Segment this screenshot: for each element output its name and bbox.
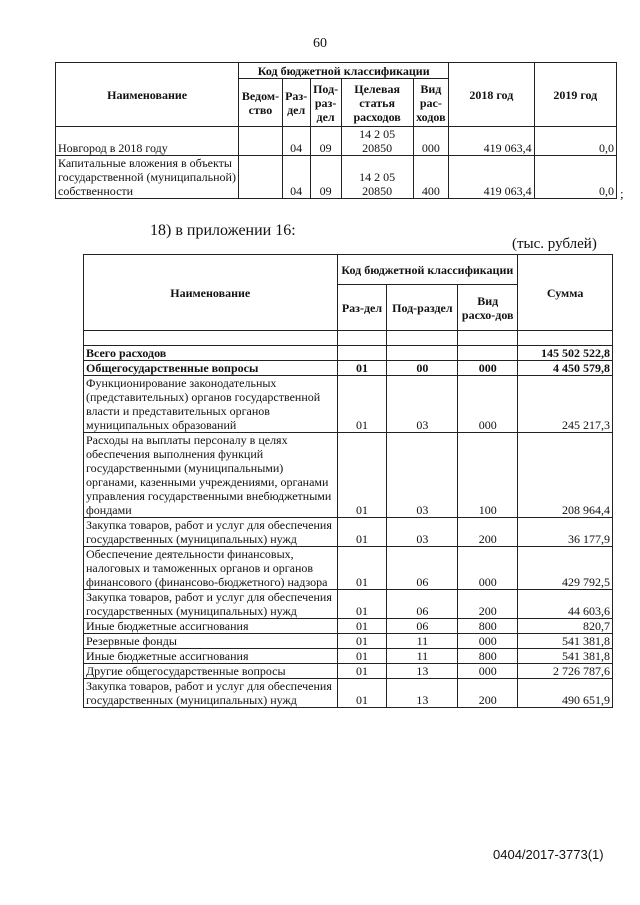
cell-sum: 36 177,9 — [518, 518, 613, 547]
cell-name: Функционирование законодательных (представительных) органов государственной власти и представительных органов муниципальных образований — [84, 376, 338, 433]
cell-section: 01 — [337, 619, 387, 634]
table-row — [84, 547, 613, 590]
cell-sum: 820,7 — [518, 619, 613, 634]
cell-exp-type: 200 — [458, 518, 518, 547]
cell-target: 14 2 05 20850 — [341, 156, 413, 199]
cell-exp-type: 100 — [458, 433, 518, 518]
header-name: Наименование — [84, 255, 338, 331]
header-subsection: Под-раздел — [387, 285, 458, 331]
cell-subsection: 03 — [387, 376, 458, 433]
cell-y2019: 0,0 — [534, 156, 616, 199]
header-sum: Сумма — [518, 255, 613, 331]
table-row — [84, 518, 613, 547]
appendix-16-table — [83, 254, 613, 708]
cell-sum: 541 381,8 — [518, 649, 613, 664]
cell-exp-type: 200 — [458, 590, 518, 619]
cell-section: 01 — [337, 518, 387, 547]
cell-section: 01 — [337, 679, 387, 708]
cell-y2019: 0,0 — [534, 127, 616, 156]
table-row — [84, 346, 613, 361]
cell-exp-type: 000 — [458, 376, 518, 433]
cell-name: Расходы на выплаты персоналу в целях обеспечения выполнения функций государственными (муниципальными) органами, казенными учреждениями, органами управления государственными внебюджетными фондами — [84, 433, 338, 518]
header-section: Раз-дел — [282, 79, 310, 127]
table-row — [56, 156, 617, 199]
table-row — [84, 376, 613, 433]
cell-name: Иные бюджетные ассигнования — [84, 649, 338, 664]
table-row — [84, 361, 613, 376]
document-code: 0404/2017-3773(1) — [493, 847, 604, 862]
cell-sum: 541 381,8 — [518, 634, 613, 649]
cell-section: 01 — [337, 664, 387, 679]
cell-subsection: 06 — [387, 619, 458, 634]
table-row — [84, 619, 613, 634]
table-row — [84, 634, 613, 649]
cell-sum: 44 603,6 — [518, 590, 613, 619]
header-2019: 2019 год — [534, 63, 616, 127]
subtitle: 18) в приложении 16: — [150, 222, 296, 239]
cell-section: 01 — [337, 649, 387, 664]
page-number: 60 — [313, 36, 327, 51]
cell-y2018: 419 063,4 — [449, 156, 534, 199]
cell-subsection: 09 — [310, 127, 341, 156]
cell-sum: 429 792,5 — [518, 547, 613, 590]
cell-sum: 2 726 787,6 — [518, 664, 613, 679]
cell-subsection: 06 — [387, 547, 458, 590]
units-label: (тыс. рублей) — [512, 236, 597, 252]
cell-name: Закупка товаров, работ и услуг для обеспечения государственных (муниципальных) нужд — [84, 590, 338, 619]
header-exp-type: Вид рас-ходов — [413, 79, 448, 127]
cell-dept — [239, 127, 282, 156]
cell-name: Новгород в 2018 году — [56, 127, 239, 156]
cell-dept — [239, 156, 282, 199]
table-row — [84, 664, 613, 679]
cell-section: 01 — [337, 433, 387, 518]
header-subsection: Под-раз-дел — [310, 79, 341, 127]
cell-name: Закупка товаров, работ и услуг для обеспечения государственных (муниципальных) нужд — [84, 518, 338, 547]
header-exp-type: Вид расхо-дов — [458, 285, 518, 331]
cell-name: Всего расходов — [84, 346, 338, 361]
table-row — [84, 649, 613, 664]
budget-table-continuation — [55, 62, 617, 199]
table-row — [84, 590, 613, 619]
cell-section: 01 — [337, 361, 387, 376]
header-dept: Ведом-ство — [239, 79, 282, 127]
cell-name: Закупка товаров, работ и услуг для обеспечения государственных (муниципальных) нужд — [84, 679, 338, 708]
header-name: Наименование — [56, 63, 239, 127]
cell-exp-type — [458, 346, 518, 361]
cell-target: 14 2 05 20850 — [341, 127, 413, 156]
cell-subsection: 13 — [387, 679, 458, 708]
cell-exp-type: 000 — [413, 127, 448, 156]
cell-sum: 245 217,3 — [518, 376, 613, 433]
cell-name: Обеспечение деятельности финансовых, налоговых и таможенных органов и органов финансового (финансово-бюджетного) надзора — [84, 547, 338, 590]
header-target: Целевая статья расходов — [341, 79, 413, 127]
cell-name: Капитальные вложения в объекты государственной (муниципальной) собственности — [56, 156, 239, 199]
table-row — [56, 127, 617, 156]
header-section: Раз-дел — [337, 285, 387, 331]
cell-exp-type: 200 — [458, 679, 518, 708]
cell-subsection: 11 — [387, 634, 458, 649]
cell-subsection: 11 — [387, 649, 458, 664]
cell-subsection: 03 — [387, 518, 458, 547]
cell-exp-type: 000 — [458, 664, 518, 679]
cell-section: 01 — [337, 590, 387, 619]
cell-exp-type: 000 — [458, 634, 518, 649]
cell-section: 04 — [282, 156, 310, 199]
cell-y2018: 419 063,4 — [449, 127, 534, 156]
cell-exp-type: 000 — [458, 547, 518, 590]
cell-section: 01 — [337, 634, 387, 649]
cell-subsection: 06 — [387, 590, 458, 619]
cell-section — [337, 346, 387, 361]
cell-name: Другие общегосударственные вопросы — [84, 664, 338, 679]
cell-subsection: 00 — [387, 361, 458, 376]
header-code-group: Код бюджетной классификации — [239, 63, 449, 79]
cell-name: Резервные фонды — [84, 634, 338, 649]
cell-subsection — [387, 346, 458, 361]
cell-sum: 490 651,9 — [518, 679, 613, 708]
cell-section: 01 — [337, 547, 387, 590]
cell-sum: 145 502 522,8 — [518, 346, 613, 361]
cell-section: 01 — [337, 376, 387, 433]
cell-subsection: 09 — [310, 156, 341, 199]
cell-exp-type: 800 — [458, 619, 518, 634]
cell-exp-type: 400 — [413, 156, 448, 199]
trailing-semicolon: ; — [620, 186, 624, 201]
cell-name: Иные бюджетные ассигнования — [84, 619, 338, 634]
cell-name: Общегосударственные вопросы — [84, 361, 338, 376]
table-row — [84, 433, 613, 518]
cell-exp-type: 800 — [458, 649, 518, 664]
header-code-group: Код бюджетной классификации — [337, 255, 518, 285]
header-2018: 2018 год — [449, 63, 534, 127]
spacer-row — [84, 331, 613, 346]
cell-sum: 208 964,4 — [518, 433, 613, 518]
table-row — [84, 679, 613, 708]
cell-section: 04 — [282, 127, 310, 156]
cell-sum: 4 450 579,8 — [518, 361, 613, 376]
cell-exp-type: 000 — [458, 361, 518, 376]
cell-subsection: 03 — [387, 433, 458, 518]
cell-subsection: 13 — [387, 664, 458, 679]
